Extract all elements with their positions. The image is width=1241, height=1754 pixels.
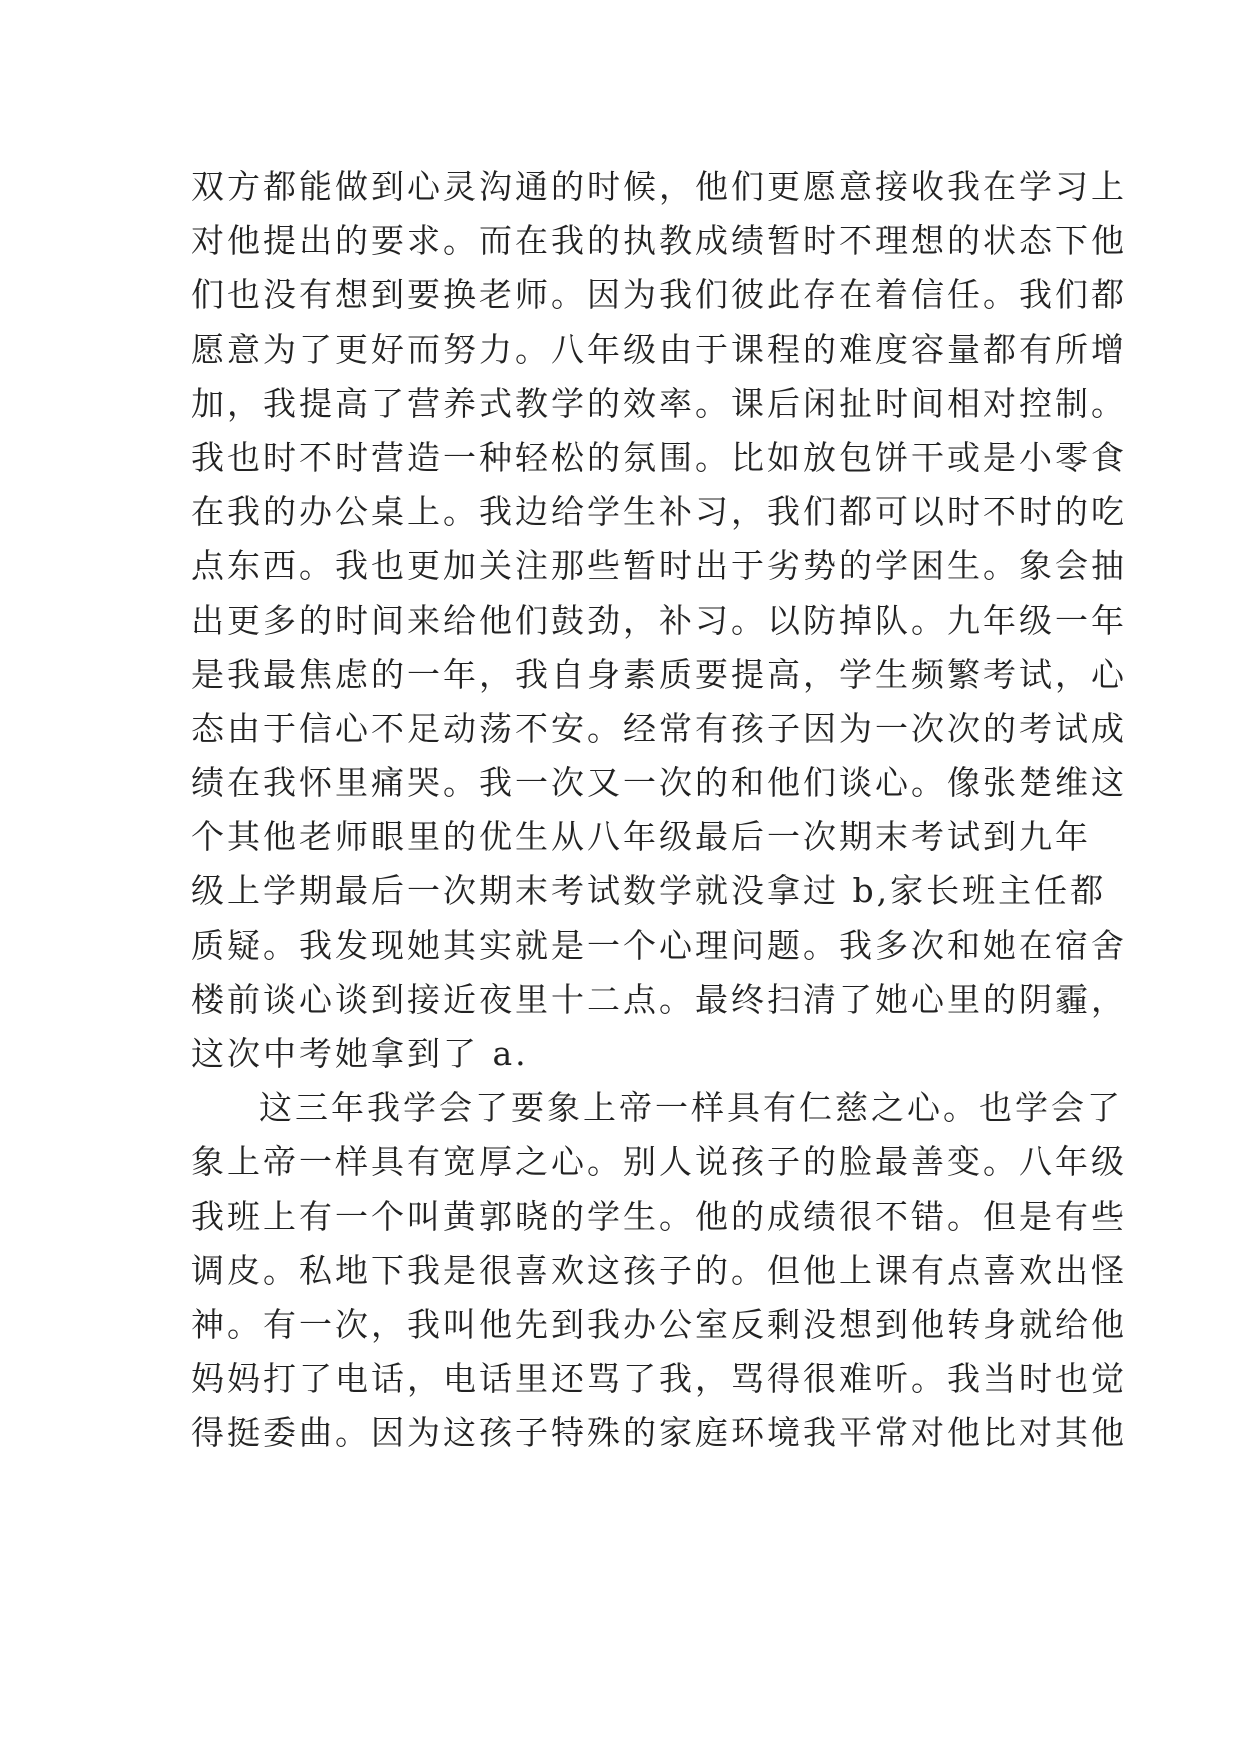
text-line: 我班上有一个叫黄郭晓的学生。他的成绩很不错。但是有些 (191, 1196, 1127, 1236)
text-line: 象上帝一样具有宽厚之心。别人说孩子的脸最善变。八年级 (191, 1142, 1127, 1182)
text-line: 点东西。我也更加关注那些暂时出于劣势的学困生。象会抽 (191, 546, 1127, 586)
text-line: 对他提出的要求。而在我的执教成绩暂时不理想的状态下他 (191, 221, 1127, 261)
text-line: 质疑。我发现她其实就是一个心理问题。我多次和她在宿舍 (191, 925, 1127, 965)
text-line: 出更多的时间来给他们鼓劲，补习。以防掉队。九年级一年 (191, 600, 1127, 640)
text-line: 这次中考她拿到了 a. (191, 1034, 529, 1073)
text-line: 在我的办公桌上。我边给学生补习，我们都可以时不时的吃 (191, 492, 1127, 532)
text-line: 妈妈打了电话，电话里还骂了我，骂得很难听。我当时也觉 (191, 1359, 1127, 1399)
paragraph-start-line: 这三年我学会了要象上帝一样具有仁慈之心。也学会了 (259, 1088, 1123, 1128)
text-line: 调皮。私地下我是很喜欢这孩子的。但他上课有点喜欢出怪 (191, 1250, 1127, 1290)
text-line: 楼前谈心谈到接近夜里十二点。最终扫清了她心里的阴霾， (191, 979, 1127, 1019)
body-text (191, 160, 1127, 1461)
text-line: 愿意为了更好而努力。八年级由于课程的难度容量都有所增 (191, 329, 1127, 369)
text-line: 得挺委曲。因为这孩子特殊的家庭环境我平常对他比对其他 (191, 1413, 1127, 1453)
text-line: 双方都能做到心灵沟通的时候，他们更愿意接收我在学习上 (191, 167, 1127, 206)
text-line: 神。有一次，我叫他先到我办公室反剩没想到他转身就给他 (191, 1304, 1127, 1344)
text-line: 级上学期最后一次期末考试数学就没拿过 b,家长班主任都 (191, 871, 1107, 911)
text-line: 加，我提高了营养式教学的效率。课后闲扯时间相对控制。 (191, 383, 1127, 423)
text-line: 是我最焦虑的一年，我自身素质要提高，学生频繁考试，心 (191, 654, 1127, 694)
text-line: 们也没有想到要换老师。因为我们彼此存在着信任。我们都 (191, 275, 1127, 315)
text-line: 绩在我怀里痛哭。我一次又一次的和他们谈心。像张楚维这 (191, 763, 1127, 803)
text-line: 态由于信心不足动荡不安。经常有孩子因为一次次的考试成 (191, 708, 1127, 748)
text-line: 个其他老师眼里的优生从八年级最后一次期末考试到九年 (191, 817, 1091, 857)
text-line: 我也时不时营造一种轻松的氛围。比如放包饼干或是小零食 (191, 437, 1127, 477)
